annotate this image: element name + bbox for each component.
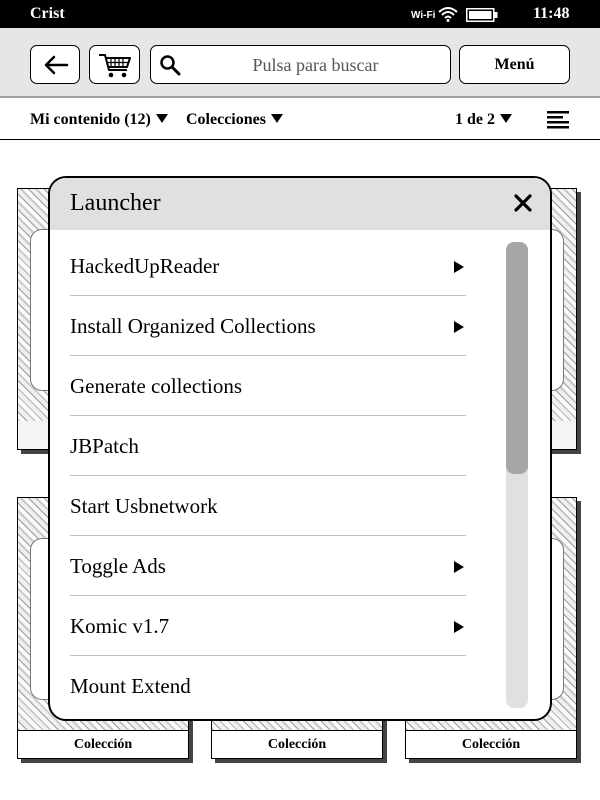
submenu-arrow-icon <box>454 261 464 273</box>
caret-down-icon <box>271 114 283 123</box>
tile-caption: Colección <box>212 730 382 758</box>
menu-item-label: Mount Extend <box>70 674 191 698</box>
caret-down-icon <box>500 114 512 123</box>
collections-dropdown[interactable] <box>186 111 283 129</box>
device-name: Crist <box>30 5 65 22</box>
close-icon[interactable] <box>514 194 532 212</box>
page-selector[interactable] <box>455 111 512 129</box>
menu-item[interactable] <box>70 656 466 716</box>
launcher-dialog <box>48 176 552 721</box>
menu-item[interactable] <box>70 476 466 536</box>
collections-label: Colecciones <box>186 111 266 128</box>
scrollbar-thumb[interactable] <box>506 242 528 474</box>
menu-item[interactable] <box>70 356 466 416</box>
back-arrow-icon <box>43 55 69 75</box>
search-input[interactable] <box>150 45 451 84</box>
menu-item-label: Komic v1.7 <box>70 614 170 638</box>
menu-item-label: Toggle Ads <box>70 554 166 578</box>
menu-item[interactable] <box>70 416 466 476</box>
page-label: 1 de 2 <box>455 111 495 128</box>
menu-item[interactable] <box>70 536 466 596</box>
menu-item-label: Start Usbnetwork <box>70 494 218 518</box>
toolbar <box>0 28 600 98</box>
menu-item-label: Install Organized Collections <box>70 314 316 338</box>
menu-item[interactable] <box>70 596 466 656</box>
content-filter-label: Mi contenido (12) <box>30 111 151 128</box>
status-bar <box>0 0 600 28</box>
menu-item[interactable] <box>70 236 466 296</box>
search-placeholder: Pulsa para buscar <box>252 55 379 75</box>
launcher-menu-list <box>70 236 466 716</box>
filter-bar <box>0 100 600 140</box>
wifi-label: Wi-Fi <box>411 10 436 21</box>
submenu-arrow-icon <box>454 561 464 573</box>
menu-item-label: Generate collections <box>70 374 242 398</box>
submenu-arrow-icon <box>454 621 464 633</box>
back-button[interactable] <box>30 45 80 84</box>
clock: 11:48 <box>533 5 570 22</box>
tile-caption: Colección <box>406 730 576 758</box>
wifi-icon <box>438 6 458 22</box>
menu-button[interactable]: Menú <box>459 45 570 84</box>
submenu-arrow-icon <box>454 321 464 333</box>
cart-icon <box>97 50 133 80</box>
caret-down-icon <box>156 114 168 123</box>
content-filter-dropdown[interactable] <box>30 111 168 129</box>
store-button[interactable] <box>89 45 140 84</box>
menu-item-label: HackedUpReader <box>70 254 220 278</box>
tile-caption: Colección <box>18 730 188 758</box>
list-sort-icon[interactable] <box>547 111 569 129</box>
battery-icon <box>466 8 498 22</box>
dialog-title: Launcher <box>70 190 161 216</box>
menu-item[interactable] <box>70 296 466 356</box>
dialog-header <box>50 178 550 230</box>
menu-item-label: JBPatch <box>70 434 139 458</box>
